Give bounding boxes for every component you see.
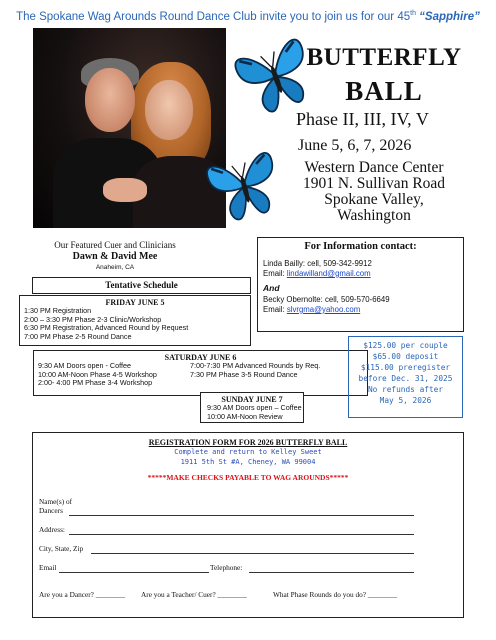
couple-photo [33, 28, 226, 228]
names-field[interactable] [69, 515, 414, 516]
checks-payable-warning: *****MAKE CHECKS PAYABLE TO WAG AROUNDS***** [147, 473, 349, 482]
cuer-location: Anaheim, CA [95, 264, 135, 271]
registration-return-to: Complete and return to Kelley Sweet [174, 448, 322, 456]
telephone-label: Telephone: [210, 563, 243, 572]
price-line: May 5, 2026 [379, 396, 432, 405]
header-accent: “Sapphire” [419, 10, 480, 23]
schedule-line: 2:00- 4:00 PM Phase 3-4 Workshop [38, 378, 153, 388]
sunday-schedule [200, 392, 304, 423]
contact2-email-row [263, 305, 458, 315]
schedule-line: 7:30 PM Phase 3-5 Round Dance [190, 369, 298, 379]
contact-title: For Information contact: [304, 241, 417, 252]
city-label: City, State, Zip [39, 544, 84, 553]
event-title-line2: BALL [345, 76, 423, 106]
event-title-line1: BUTTERFLY [306, 44, 462, 71]
dancers-label: Dancers [39, 506, 63, 515]
saturday-heading: SATURDAY JUNE 6 [164, 353, 237, 362]
schedule-line: 9:30 AM Doors open – Coffee [207, 403, 302, 412]
venue-line: Western Dance Center [304, 159, 444, 176]
price-line: before Dec. 31, 2025 [358, 374, 453, 383]
teacher-question[interactable]: Are you a Teacher/ Cuer? ________ [141, 590, 247, 599]
schedule-line: 2:00 – 3:30 PM Phase 2-3 Clinic/Workshop [24, 314, 162, 324]
phase-question[interactable]: What Phase Rounds do you do? ________ [273, 590, 398, 599]
venue-line: Washington [337, 207, 411, 224]
schedule-line: 6:30 PM Registration, Advanced Round by Request [24, 323, 189, 333]
contact1-email-row [263, 269, 458, 279]
telephone-field[interactable] [249, 572, 414, 573]
sunday-heading: SUNDAY JUNE 7 [221, 395, 283, 404]
city-field[interactable] [91, 553, 414, 554]
address-label: Address: [39, 525, 65, 534]
pricing-box [348, 336, 463, 418]
dancer-question[interactable]: Are you a Dancer? ________ [39, 590, 125, 599]
contact1-email-link[interactable]: lindawilland@gmail.com [286, 268, 371, 278]
schedule-line: 1:30 PM Registration [24, 306, 92, 315]
saturday-schedule [33, 350, 368, 396]
email-label: Email: [263, 304, 287, 314]
friday-heading: FRIDAY JUNE 5 [105, 298, 165, 307]
contact2-email-link[interactable]: slvrgma@yahoo.com [286, 304, 361, 314]
email-label: Email [39, 563, 57, 572]
contact-and: And [263, 283, 280, 294]
registration-form [32, 432, 464, 618]
registration-address: 1911 5th St #A, Cheney, WA 99004 [180, 458, 316, 466]
friday-schedule [19, 295, 251, 346]
butterfly-icon [200, 142, 288, 228]
venue-line: 1901 N. Sullivan Road [302, 175, 446, 192]
price-line: $115.00 preregister [360, 363, 451, 372]
contact2-phone: Becky Obernolte: cell, 509-570-6649 [263, 295, 390, 305]
price-line: No refunds after [367, 385, 444, 394]
email-label: Email: [263, 268, 287, 278]
venue-line: Spokane Valley, [324, 191, 424, 208]
contact1-phone: Linda Bailly: cell, 509-342-9912 [263, 259, 372, 268]
schedule-line: 7:00-7:30 PM Advanced Rounds by Req. [190, 361, 321, 370]
event-venue [284, 160, 464, 224]
event-dates: June 5, 6, 7, 2026 [298, 137, 412, 154]
price-line: $65.00 deposit [372, 352, 439, 361]
schedule-line: 7:00 PM Phase 2-5 Round Dance [24, 332, 132, 342]
schedule-line: 10:00 AM-Noon Phase 4-5 Workshop [38, 369, 157, 379]
header-invitation [0, 10, 496, 23]
schedule-title: Tentative Schedule [105, 280, 178, 290]
registration-title: REGISTRATION FORM FOR 2026 BUTTERFLY BALL [148, 438, 348, 447]
schedule-line: 9:30 AM Doors open - Coffee [38, 361, 131, 370]
email-field[interactable] [59, 572, 209, 573]
contact-box [257, 237, 464, 332]
price-line: $125.00 per couple [363, 341, 448, 350]
address-field[interactable] [69, 534, 414, 535]
cuer-names: Dawn & David Mee [72, 251, 158, 262]
schedule-title-box [32, 277, 251, 294]
header-text: The Spokane Wag Arounds Round Dance Club invite you to join us for our 45 [16, 10, 411, 23]
schedule-line: 10:00 AM-Noon Review [207, 411, 283, 421]
header-sup: th [410, 10, 416, 17]
cuer-title: Our Featured Cuer and Clinicians [54, 240, 176, 250]
names-label: Name(s) of [39, 497, 73, 506]
event-phases: Phase II, III, IV, V [296, 109, 429, 129]
